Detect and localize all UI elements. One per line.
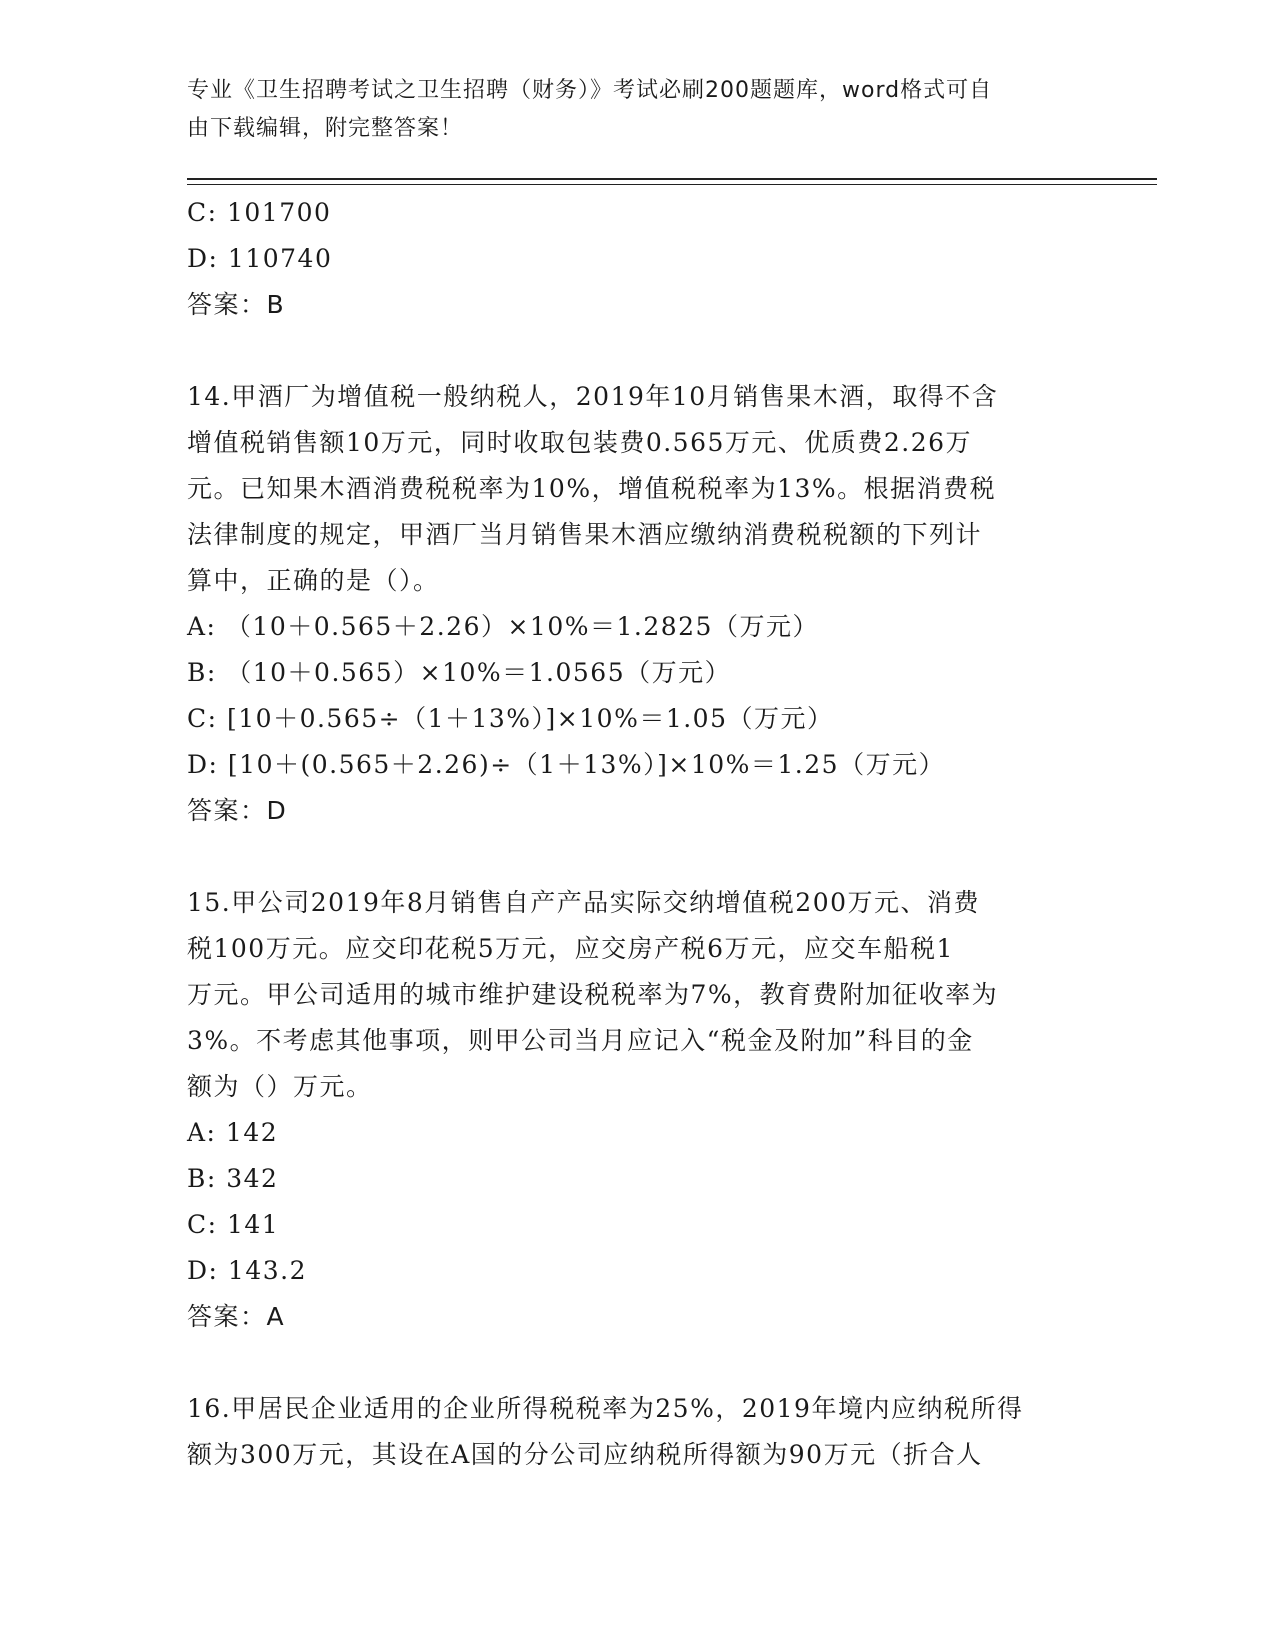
q15-stem-line: 万元。甲公司适用的城市维护建设税税率为7%，教育费附加征收率为 (187, 980, 999, 1009)
q16-stem-line: 16.甲居民企业适用的企业所得税税率为25%，2019年境内应纳税所得 (187, 1394, 1024, 1423)
document-body (187, 190, 1087, 1478)
q14-option-a: A: （10＋0.565＋2.26）×10%＝1.2825（万元） (187, 612, 819, 641)
spacer (187, 328, 1087, 374)
q14-stem-line: 法律制度的规定，甲酒厂当月销售果木酒应缴纳消费税税额的下列计 (187, 520, 983, 549)
q15-option-d: D: 143.2 (187, 1256, 307, 1285)
q14-answer: 答案：D (187, 796, 288, 825)
spacer (187, 1340, 1087, 1386)
header-divider-thick (187, 178, 1157, 180)
header-divider-thin (187, 184, 1157, 185)
q15-stem-line: 15.甲公司2019年8月销售自产产品实际交纳增值税200万元、消费 (187, 888, 981, 917)
document-header (187, 72, 1067, 148)
header-line-2: 由下载编辑，附完整答案！ (187, 116, 464, 141)
q14-option-b: B: （10＋0.565）×10%＝1.0565（万元） (187, 658, 732, 687)
spacer (187, 834, 1087, 880)
q13-answer: 答案：B (187, 290, 286, 319)
q13-option-c: C: 101700 (187, 198, 332, 227)
q15-stem-line: 额为（）万元。 (187, 1072, 373, 1101)
q15-option-c: C: 141 (187, 1210, 280, 1239)
q14-stem-line: 元。已知果木酒消费税税率为10%，增值税税率为13%。根据消费税 (187, 474, 997, 503)
q15-option-a: A: 142 (187, 1118, 279, 1147)
q14-option-c: C: [10＋0.565÷（1＋13%）]×10%＝1.05（万元） (187, 704, 834, 733)
q14-option-d: D: [10＋(0.565＋2.26)÷（1＋13%）]×10%＝1.25（万元） (187, 750, 946, 779)
q14-stem-line: 14.甲酒厂为增值税一般纳税人，2019年10月销售果木酒，取得不含 (187, 382, 999, 411)
q15-answer: 答案：A (187, 1302, 286, 1331)
q16-stem-line: 额为300万元，其设在A国的分公司应纳税所得额为90万元（折合人 (187, 1440, 983, 1469)
q15-stem-line: 税100万元。应交印花税5万元，应交房产税6万元，应交车船税1 (187, 934, 954, 963)
q14-stem-line: 增值税销售额10万元，同时收取包装费0.565万元、优质费2.26万 (187, 428, 973, 457)
q15-stem-line: 3%。不考虑其他事项，则甲公司当月应记入“税金及附加”科目的金 (187, 1026, 974, 1055)
q14-stem-line: 算中，正确的是（）。 (187, 566, 440, 595)
header-line-1: 专业《卫生招聘考试之卫生招聘（财务）》考试必刷200题题库，word格式可自 (187, 78, 993, 103)
q15-option-b: B: 342 (187, 1164, 279, 1193)
q13-option-d: D: 110740 (187, 244, 333, 273)
